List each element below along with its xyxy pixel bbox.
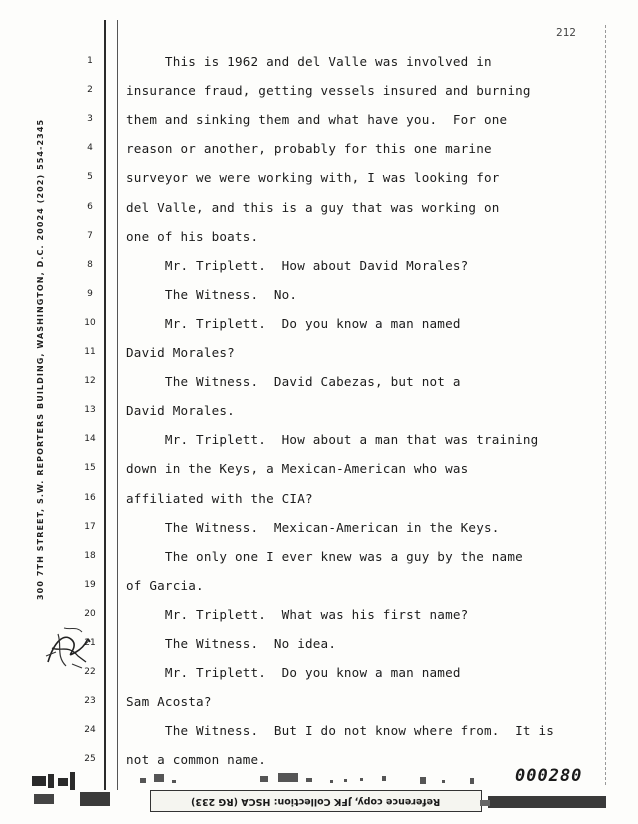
- transcript-line: of Garcia.: [126, 577, 204, 593]
- transcript-line: down in the Keys, a Mexican-American who was: [126, 461, 469, 477]
- left-margin-inner-rule: [117, 20, 118, 790]
- transcript-line: Sam Acosta?: [126, 694, 212, 710]
- line-number: 9: [87, 288, 93, 299]
- line-number: 6: [87, 201, 93, 212]
- line-number: 5: [87, 172, 93, 183]
- line-number: 12: [84, 376, 96, 387]
- line-number: 14: [84, 434, 96, 445]
- scan-smudge-left: [30, 772, 118, 812]
- line-number: 19: [84, 579, 96, 590]
- transcript-line: The only one I ever knew was a guy by the name: [126, 548, 523, 564]
- line-number: 22: [84, 667, 96, 678]
- transcript-line: The Witness. No idea.: [126, 636, 337, 651]
- transcript-line: Mr. Triplett. Do you know a man named: [126, 315, 461, 331]
- right-margin-rule: [605, 25, 607, 785]
- transcript-line: surveyor we were working with, I was looking for: [126, 170, 500, 186]
- transcript-line: Mr. Triplett. What was his first name?: [126, 606, 469, 622]
- scan-smudge-right: [480, 792, 610, 810]
- reporter-address: 300 7TH STREET, S.W. REPORTERS BUILDING, WASHINGTON, D.C. 20024 (202) 554-2345: [36, 118, 45, 600]
- line-number: 18: [84, 550, 96, 561]
- transcript-line: The Witness. Mexican-American in the Keys.: [126, 519, 500, 535]
- transcript-line: David Morales.: [126, 403, 235, 419]
- line-number: 20: [84, 608, 96, 619]
- transcript-line: David Morales?: [126, 345, 235, 360]
- page-number: 212: [556, 26, 576, 39]
- transcript-line: reason or another, probably for this one marine: [126, 141, 492, 157]
- transcript-line: Mr. Triplett. How about a man that was training: [126, 432, 539, 448]
- line-number: 10: [84, 317, 96, 328]
- line-number: 15: [84, 463, 96, 474]
- transcript-line: Mr. Triplett. Do you know a man named: [126, 665, 461, 681]
- transcript-line: Mr. Triplett. How about David Morales?: [126, 257, 469, 273]
- line-number: 2: [87, 85, 93, 96]
- line-number: 11: [84, 347, 96, 357]
- reference-copy-text: Reference copy, JFK Collection: HSCA (RG 233): [191, 795, 441, 807]
- line-number: 8: [87, 259, 93, 270]
- transcript-line: insurance fraud, getting vessels insured and burning: [126, 83, 531, 99]
- line-number: 4: [87, 143, 93, 154]
- line-number: 23: [84, 696, 96, 707]
- transcript-line: affiliated with the CIA?: [126, 490, 313, 506]
- transcript-line: not a common name.: [126, 752, 267, 768]
- transcript-line: The Witness. But I do not know where from. It is: [126, 723, 555, 739]
- bates-number: 000280: [515, 766, 583, 786]
- line-number: 13: [84, 405, 96, 416]
- left-margin-rule: [104, 20, 106, 790]
- line-number: 7: [87, 230, 93, 241]
- line-number: 25: [84, 754, 96, 765]
- line-number: 17: [84, 521, 96, 532]
- transcript-line: The Witness. No.: [126, 286, 298, 302]
- transcript-line: them and sinking them and what have you. For one: [126, 112, 508, 128]
- reference-copy-stamp: [150, 790, 482, 812]
- line-number: 16: [84, 492, 96, 503]
- line-number: 3: [87, 114, 93, 125]
- line-number: 1: [87, 56, 93, 66]
- transcript-line: one of his boats.: [126, 228, 259, 244]
- transcript-line: This is 1962 and del Valle was involved in: [126, 54, 492, 69]
- handwritten-signature-icon: [42, 622, 94, 674]
- line-number: 24: [84, 725, 96, 736]
- line-number: 21: [84, 638, 96, 648]
- transcript-line: The Witness. David Cabezas, but not a: [126, 374, 461, 390]
- transcript-line: del Valle, and this is a guy that was working on: [126, 199, 500, 215]
